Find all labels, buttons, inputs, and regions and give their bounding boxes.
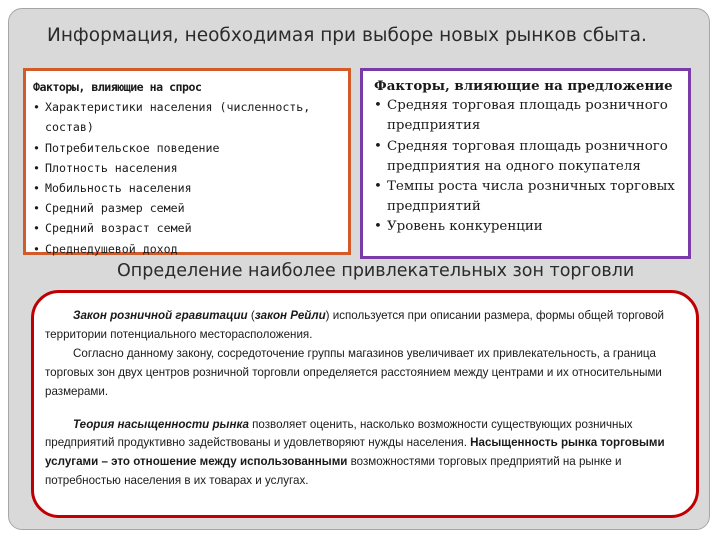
list-item: • Характеристики населения (численность, состав) bbox=[33, 97, 342, 137]
demand-factors-heading: Факторы, влияющие на спрос bbox=[33, 80, 202, 94]
list-item: • Мобильность населения bbox=[33, 178, 342, 198]
list-item: • Плотность населения bbox=[33, 158, 342, 178]
supply-factors-heading: Факторы, влияющие на предложение bbox=[374, 78, 673, 94]
term-market-saturation: Теория насыщенности рынка bbox=[73, 417, 249, 431]
demand-factors-list bbox=[33, 97, 342, 259]
list-item: • Уровень конкуренции bbox=[374, 217, 682, 237]
supply-factors-box bbox=[360, 68, 691, 259]
list-item: • Средняя торговая площадь розничного предприятия на одного покупателя bbox=[374, 137, 682, 177]
demand-factors-box bbox=[23, 68, 351, 255]
paragraph-text: позволяет оценить, насколько возможности существующих розничных предприятий продуктивно задействованы и удовлетворяют нужды населения. bbox=[45, 417, 633, 450]
list-item: • Среднедушевой доход bbox=[33, 239, 342, 259]
list-item: • Средняя торговая площадь розничного предприятия bbox=[374, 96, 682, 136]
paragraph-text: ) используется при описании размера, формы общей торговой территории потенциального месторасположения. bbox=[45, 309, 665, 341]
paragraph-text: возможностями торговых предприятий на рынке и потребностью населения в их товарах и услугах. bbox=[45, 455, 622, 488]
paragraph-market-saturation bbox=[45, 416, 688, 492]
section-subtitle: Определение наиболее привлекательных зон торговли bbox=[117, 261, 635, 281]
trade-zones-text-box bbox=[31, 290, 699, 518]
slide-title: Информация, необходимая при выборе новых рынков сбыта. bbox=[47, 25, 647, 46]
list-item: • Средний возраст семей bbox=[33, 218, 342, 238]
paragraph-law-explanation bbox=[45, 345, 688, 402]
definition-market-saturation: Насыщенность рынка торговыми услугами – это отношение между использованными bbox=[45, 436, 665, 469]
supply-factors-list bbox=[374, 96, 682, 237]
list-item: • Темпы роста числа розничных торговых предприятий bbox=[374, 177, 682, 217]
term-reilly-law: закон Рейли bbox=[254, 309, 326, 322]
list-item: • Потребительское поведение bbox=[33, 138, 342, 158]
paragraph-retail-gravity bbox=[45, 307, 688, 345]
term-retail-gravity: Закон розничной гравитации bbox=[73, 309, 248, 322]
slide-frame bbox=[8, 8, 710, 530]
list-item: • Средний размер семей bbox=[33, 198, 342, 218]
paren-open: ( bbox=[247, 309, 255, 322]
paragraph-text: Согласно данному закону, сосредоточение группы магазинов увеличивает их привлекательность, а граница торговых зон двух центров розничной торговли определяется расстоянием между центрами и их относительными размерами. bbox=[45, 346, 662, 398]
